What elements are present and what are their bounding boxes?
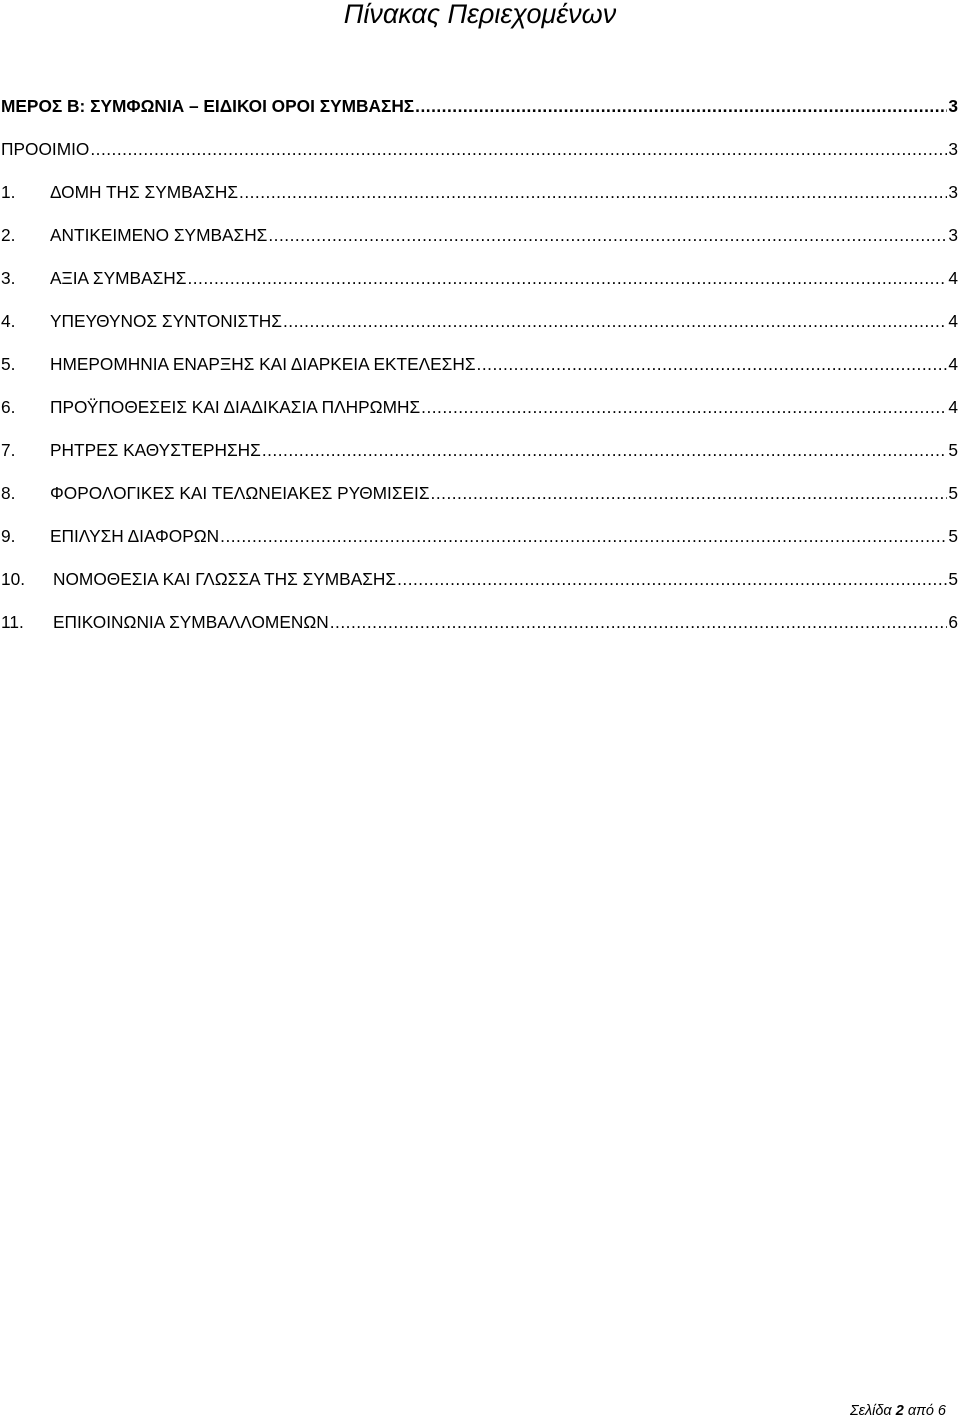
- footer-current-page: 2: [895, 1403, 904, 1419]
- toc-entry[interactable]: [1, 354, 960, 397]
- toc-entry-page: 4: [948, 354, 958, 374]
- toc-dot-leader: [477, 354, 948, 374]
- toc-entry-number: 5.: [1, 354, 16, 374]
- toc-entry-label: ΑΞΙΑ ΣΥΜΒΑΣΗΣ: [50, 268, 187, 288]
- toc-entry-label: ΕΠΙΛΥΣΗ ΔΙΑΦΟΡΩΝ: [50, 526, 220, 546]
- page-footer: [850, 1403, 946, 1419]
- toc-entry-page: 3: [948, 96, 958, 116]
- toc-entry-page: 3: [948, 182, 958, 202]
- toc-entry[interactable]: [1, 225, 960, 268]
- toc-entry-number: 7.: [1, 440, 16, 460]
- toc-dot-leader: [330, 612, 948, 632]
- toc-dot-leader: [415, 96, 947, 116]
- toc-entry-page: 6: [948, 612, 958, 632]
- toc-dot-leader: [187, 268, 947, 288]
- toc-entry-part-b[interactable]: [1, 96, 960, 139]
- toc-entry-preamble[interactable]: [1, 139, 960, 182]
- toc-dot-leader: [431, 483, 948, 503]
- toc-dot-leader: [239, 182, 947, 202]
- toc-dot-leader: [421, 397, 947, 417]
- toc-entry[interactable]: [1, 268, 960, 311]
- toc-entry-label: ΠΡΟΫΠΟΘΕΣΕΙΣ ΚΑΙ ΔΙΑΔΙΚΑΣΙΑ ΠΛΗΡΩΜΗΣ: [50, 397, 421, 417]
- toc-dot-leader: [262, 440, 948, 460]
- footer-prefix: Σελίδα: [849, 1403, 896, 1419]
- toc-entry-label: ΜΕΡΟΣ Β: ΣΥΜΦΩΝΙΑ – ΕΙΔΙΚΟΙ ΟΡΟΙ ΣΥΜΒΑΣΗΣ: [1, 96, 415, 116]
- toc-entry-number: 11.: [1, 612, 24, 632]
- toc-entry-page: 5: [948, 569, 958, 589]
- toc-entry-label: ΗΜΕΡΟΜΗΝΙΑ ΕΝΑΡΞΗΣ ΚΑΙ ΔΙΑΡΚΕΙΑ ΕΚΤΕΛΕΣΗΣ: [50, 354, 476, 374]
- toc-entry-label: ΝΟΜΟΘΕΣΙΑ ΚΑΙ ΓΛΩΣΣΑ ΤΗΣ ΣΥΜΒΑΣΗΣ: [53, 569, 397, 589]
- toc-entry-label: ΑΝΤΙΚΕΙΜΕΝΟ ΣΥΜΒΑΣΗΣ: [50, 225, 268, 245]
- toc-entry[interactable]: [1, 569, 960, 612]
- toc-entry-page: 3: [948, 139, 958, 159]
- toc-dot-leader: [268, 225, 947, 245]
- footer-total-pages: 6: [937, 1403, 946, 1419]
- toc-entry[interactable]: [1, 311, 960, 354]
- toc-entry[interactable]: [1, 182, 960, 225]
- toc-entry-page: 5: [948, 526, 958, 546]
- toc-dot-leader: [220, 526, 947, 546]
- footer-middle: από: [903, 1403, 938, 1419]
- toc-dot-leader: [283, 311, 947, 331]
- toc-entry-page: 4: [948, 268, 958, 288]
- toc-entry[interactable]: [1, 483, 960, 526]
- toc-entry-label: ΕΠΙΚΟΙΝΩΝΙΑ ΣΥΜΒΑΛΛΟΜΕΝΩΝ: [53, 612, 329, 632]
- toc-dot-leader: [90, 139, 947, 159]
- toc-dot-leader: [397, 569, 947, 589]
- toc-entry-number: 9.: [1, 526, 16, 546]
- toc-entry-number: 3.: [1, 268, 16, 288]
- toc-entry-page: 4: [948, 397, 958, 417]
- toc-entry[interactable]: [1, 397, 960, 440]
- toc-entry[interactable]: [1, 526, 960, 569]
- toc-entry-label: ΠΡΟΟΙΜΙΟ: [1, 139, 90, 159]
- toc-entry-number: 4.: [1, 311, 16, 331]
- toc-entry-label: ΦΟΡΟΛΟΓΙΚΕΣ ΚΑΙ ΤΕΛΩΝΕΙΑΚΕΣ ΡΥΘΜΙΣΕΙΣ: [50, 483, 430, 503]
- toc-entry-number: 1.: [1, 182, 16, 202]
- table-of-contents: [1, 96, 960, 655]
- toc-entry-page: 5: [948, 440, 958, 460]
- toc-entry-number: 10.: [1, 569, 26, 589]
- toc-entry-label: ΥΠΕΥΘΥΝΟΣ ΣΥΝΤΟΝΙΣΤΗΣ: [50, 311, 282, 331]
- toc-entry-page: 5: [948, 483, 958, 503]
- toc-entry-number: 8.: [1, 483, 16, 503]
- toc-entry-page: 3: [948, 225, 958, 245]
- toc-entry-label: ΡΗΤΡΕΣ ΚΑΘΥΣΤΕΡΗΣΗΣ: [50, 440, 261, 460]
- page-title: Πίνακας Περιεχομένων: [343, 0, 617, 29]
- toc-entry[interactable]: [1, 440, 960, 483]
- toc-entry-label: ΔΟΜΗ ΤΗΣ ΣΥΜΒΑΣΗΣ: [50, 182, 239, 202]
- toc-entry[interactable]: [1, 612, 960, 655]
- toc-entry-number: 2.: [1, 225, 16, 245]
- toc-entry-number: 6.: [1, 397, 16, 417]
- toc-entry-page: 4: [948, 311, 958, 331]
